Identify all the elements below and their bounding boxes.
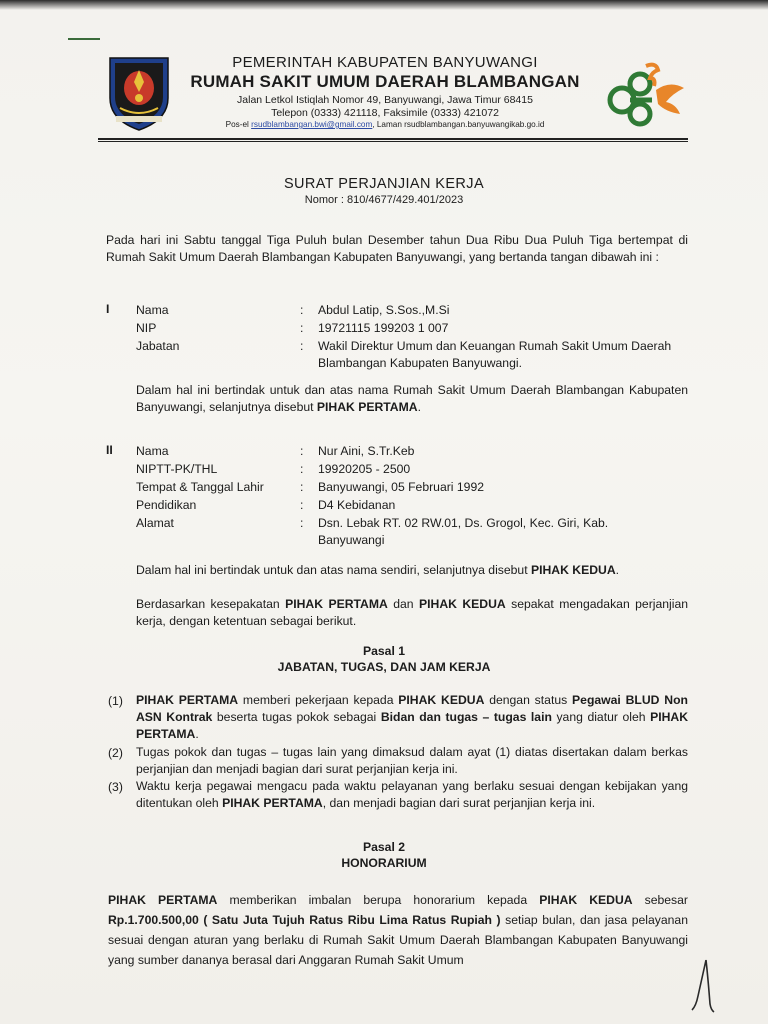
pasal-two-heading: HONORARIUM — [341, 856, 427, 870]
party-one-numeral: I — [106, 302, 110, 316]
intro-paragraph: Pada hari ini Sabtu tanggal Tiga Puluh bulan Desember tahun Dua Ribu Dua Puluh Tiga bertempat di Rumah Sakit Umum Daerah Blambangan Kabupaten Banyuwangi, yang bertanda tangan dibawah ini : — [106, 233, 688, 264]
government-name: PEMERINTAH KABUPATEN BANYUWANGI — [232, 54, 538, 71]
agreement-paragraph: Berdasarkan kesepakatan PIHAK PERTAMA dan PIHAK KEDUA sepakat mengadakan perjanjian kerja, dengan ketentuan sebagai berikut. — [136, 597, 689, 628]
pasal-one-item-3: Waktu kerja pegawai mengacu pada waktu pelayanan yang berlaku sesuai dengan kebijakan yang ditentukan oleh PIHAK PERTAMA, dan menjadi bagian dari surat perjanjian kerja ini. — [136, 779, 688, 810]
party-two-numeral: II — [106, 443, 113, 457]
pasal-one-heading: JABATAN, TUGAS, DAN JAM KERJA — [277, 660, 491, 674]
pasal-one-item-1: PIHAK PERTAMA memberi pekerjaan kepada PIHAK KEDUA dengan status Pegawai BLUD Non ASN Kontrak beserta tugas pokok sebagai Bidan dan tugas – tugas lain yang diatur oleh PIHAK PERTAMA. — [136, 693, 689, 741]
document-page: PEMERINTAH KABUPATEN BANYUWANGI RUMAH SAKIT UMUM DAERAH BLAMBANGAN Jalan Letkol Istiqlah Nomor 49, Banyuwangi, Jawa Timur 68415 Telepon (0333) 421118, Faksimile (0333) 421072 Pos-el rsudblambangan.bwi@gmail.com, Laman rsudblambangan.banyuwangikab.go.id SURAT PERJANJIAN KERJA Nomor : 810/4677/429.401/2023 Pada hari ini Sabtu tanggal Tiga Puluh bulan Desember tahun Dua Ribu Dua Puluh Tiga bertempat di Rumah Sakit Umum Daerah Blambangan Kabupaten Banyuwangi, yang bertanda tangan dibawah ini : I Nama : Abdul Latip, S.Sos.,M.Si NIP : 19721115 199203 1 007 Jabatan : Wakil Direktur Umum dan Keuangan Rumah Sakit Umum Daerah Blambangan Kabupaten Banyuwangi. Dalam hal ini bertindak untuk dan atas nama Rumah Sakit Umum Daerah Blambangan Kabupaten Banyuwangi, selanjutnya disebut PIHAK PERTAMA. II Nama : Nur Aini, S.Tr.Keb NIPTT-PK/THL : 19920205 - 2500 Tempat & Tanggal Lahir : Banyuwangi, 05 Februari 1992 Pendidikan : D4 Kebidanan Alamat : Dsn. Lebak RT. 02 RW.01, Ds. Grogol, Kec. Giri, Kab. Banyuwangi Dalam hal ini bertindak untuk dan atas nama sendiri, selanjutnya disebut PIHAK KEDUA. Berdasarkan kesepakatan PIHAK PERTAMA dan PIHAK KEDUA sepakat mengadakan perjanjian kerja, dengan ketentuan sebagai berikut. Pasal 1 JABATAN, TUGAS, DAN JAM KERJA (1) PIHAK PERTAMA memberi pekerjaan kepada PIHAK KEDUA dengan status Pegawai BLUD Non ASN Kontrak beserta tugas pokok sebagai Bidan dan tugas – tugas lain yang diatur oleh PIHAK PERTAMA. (2) Tugas pokok dan tugas – tugas lain yang dimaksud dalam ayat (1) diatas disertakan dalam berkas perjanjian dan menjadi bagian dari surat perjanjian kerja ini. (3) Waktu kerja pegawai mengacu pada waktu pelayanan yang berlaku sesuai dengan kebijakan yang ditentukan oleh PIHAK PERTAMA, dan menjadi bagian dari surat perjanjian kerja ini. Pasal 2 HONORARIUM PIHAK PERTAMA memberikan imbalan berupa honorarium kepada PIHAK KEDUA sebesar Rp.1.700.500,00 ( Satu Juta Tujuh Ratus Ribu Lima Ratus Rupiah ) setiap bulan, dan jasa pelayanan sesuai dengan aturan yang berlaku di Rumah Sakit Umum Daerah Blambangan Kabupaten Banyuwangi yang sumber dananya berasal dari Anggaran Rumah Sakit Umum — [0, 0, 768, 1024]
hospital-address: Jalan Letkol Istiqlah Nomor 49, Banyuwangi, Jawa Timur 68415 — [237, 94, 533, 106]
email-prefix: Pos-el — [225, 120, 249, 129]
document-title: SURAT PERJANJIAN KERJA — [283, 176, 485, 192]
regency-emblem-icon — [104, 52, 174, 132]
pasal-one-item-2: Tugas pokok dan tugas – tugas lain yang dimaksud dalam ayat (1) diatas disertakan dalam berkas perjanjian dan menjadi bagian dari surat perjanjian kerja ini. — [136, 745, 688, 776]
email-link[interactable]: rsudblambangan.bwi@gmail.com — [251, 120, 373, 129]
pasal-one-item-3-number: (3) — [108, 780, 123, 794]
party-two-statement: Dalam hal ini bertindak untuk dan atas nama sendiri, selanjutnya disebut PIHAK KEDUA. — [136, 563, 620, 577]
header-rule-thick — [98, 138, 688, 140]
pasal-two-number: Pasal 2 — [362, 840, 405, 854]
party-one-statement: Dalam hal ini bertindak untuk dan atas nama Rumah Sakit Umum Daerah Blambangan Kabupaten Banyuwangi, selanjutnya disebut PIHAK PERTAMA. — [136, 383, 688, 414]
pasal-one-item-2-number: (2) — [108, 746, 123, 760]
pasal-one-item-1-number: (1) — [108, 694, 123, 708]
paraf-signature-icon — [688, 958, 718, 1014]
document-number: Nomor : 810/4677/429.401/2023 — [304, 194, 464, 206]
hospital-email-line — [180, 120, 590, 129]
pasal-one-number: Pasal 1 — [362, 644, 405, 658]
letterhead — [180, 54, 590, 129]
hospital-phone: Telepon (0333) 421118, Faksimile (0333) 421072 — [271, 107, 499, 119]
website-text: , Laman rsudblambangan.banyuwangikab.go.id — [372, 120, 545, 129]
hospital-logo-icon — [600, 60, 688, 130]
pen-mark — [68, 38, 100, 40]
honorarium-paragraph: PIHAK PERTAMA memberikan imbalan berupa honorarium kepada PIHAK KEDUA sebesar Rp.1.700.500,00 ( Satu Juta Tujuh Ratus Ribu Lima Ratus Rupiah ) setiap bulan, dan jasa pelayanan sesuai dengan aturan yang berlaku di Rumah Sakit Umum Daerah Blambangan Kabupaten Banyuwangi yang sumber dananya berasal dari Anggaran Rumah Sakit Umum — [108, 893, 688, 967]
hospital-name: RUMAH SAKIT UMUM DAERAH BLAMBANGAN — [190, 72, 580, 91]
scan-edge-shadow — [0, 0, 768, 10]
header-rule-thin — [98, 141, 688, 142]
